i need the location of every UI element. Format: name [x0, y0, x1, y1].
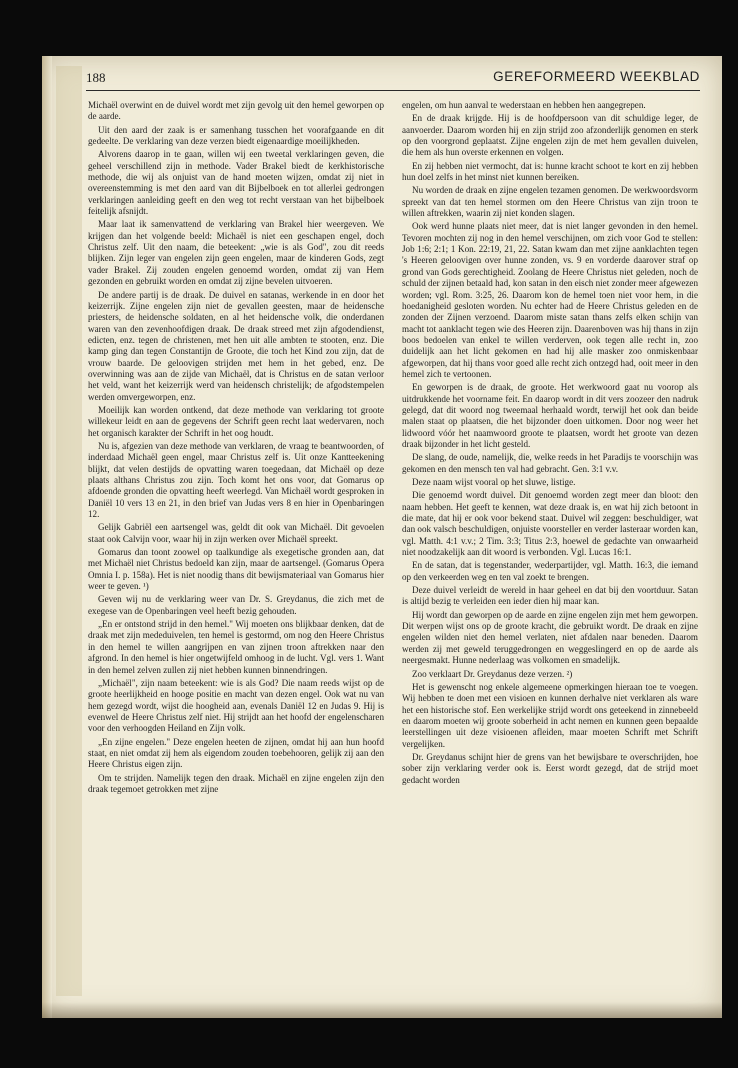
- paragraph: Het is gewenscht nog enkele algemeene opmerkingen hieraan toe te voegen. Wij hebben te doen met een visioen en kunnen derhalve niet verklaren als ware het een historische stof. Een werkelijke strijd wordt ons geteekend in zinnebeeld en daarom moeten wij groote soberheid in acht nemen en kunnen geen bepaalde leerstellingen uit deze visioenen afleiden, maar moeten Schrift met Schrift vergelijken.: [402, 681, 698, 749]
- paragraph: „En zijne engelen." Deze engelen heeten de zijnen, omdat hij aan hun hoofd staat, en niet omdat zij hem als eigendom zouden toebehooren, gelijk zij aan den Heere Christus eigen zijn.: [88, 736, 384, 770]
- paragraph: Nu worden de draak en zijne engelen tezamen genomen. De werkwoordsvorm spreekt van dat ten hemel stormen om den Heere Christus van zijn troon te willen aftrekken, waarin zij niet konden slagen.: [402, 185, 698, 219]
- paragraph: Geven wij nu de verklaring weer van Dr. S. Greydanus, die zich met de exegese van de Openbaringen veel heeft bezig gehouden.: [88, 594, 384, 616]
- paragraph: Gomarus dan toont zoowel op taalkundige als exegetische gronden aan, dat met Michaël niet Christus bedoeld kan zijn, maar de aartsengel. (Gomarus Opera Omnia I. p. 158a). Het is niet noodig thans dit bewijsmateriaal van Gomarus hier weer te geven. ¹): [88, 547, 384, 592]
- paragraph: En de draak krijgde. Hij is de hoofdpersoon van dit schuldige leger, de aanvoerder. Daarom worden hij en zijn strijd zoo afzonderlijk genomen en sterk op den voorgrond geplaatst. Zijne engelen zijn de met hem gevallen duivelen, die hem als hun overste erkennen en volgen.: [402, 113, 698, 158]
- page-number: 188: [86, 70, 106, 85]
- paragraph: Deze duivel verleidt de wereld in haar geheel en dat bij den voortduur. Satan is altijd bezig te verleiden een ieder dien hij maar kan.: [402, 585, 698, 607]
- page-bottom-shadow: [42, 1002, 722, 1018]
- right-column: [402, 100, 698, 1005]
- paragraph: engelen, om hun aanval te wederstaan en hebben hen aangegrepen.: [402, 100, 646, 110]
- paragraph: Om te strijden. Namelijk tegen den draak. Michaël en zijne engelen zijn den draak tegemoet getrokken met zijne: [88, 772, 384, 794]
- paragraph: Moeilijk kan worden ontkend, dat deze methode van verklaring tot groote willekeur leidt en aan de gegevens der Schrift geen recht laat wedervaren, noch het organisch karakter der Schrift in het oog houdt.: [88, 404, 384, 438]
- paragraph: Die genoemd wordt duivel. Dit genoemd worden zegt meer dan bloot: den naam hebben. Het geeft te kennen, wat deze draak is, en wat hij zich betoont in die mate, dat hij er ook voor bekend staat. Duivel wil zeggen: beschuldiger, wat dan ook valsch beschuldigen, onjuiste voorsteller en verder lasteraar worden kan, vgl. Matth. 4:1 v.v.; 2 Tim. 3:3; Titus 2:3, hoewel de gedachte van onwaarheid niet noodzakelijk aan dit woord is verbonden. Vgl. Lucas 16:1.: [402, 490, 698, 558]
- page-edge-shadow: [42, 56, 52, 1018]
- paragraph: Hij wordt dan geworpen op de aarde en zijne engelen zijn met hem geworpen. Dit werpen wijst ons op de groote kracht, die gebruikt wordt. De draak en zijne engelen wilden niet den hemel verlaten, niet afdalen naar beneden. Daarom werden zij met geweld teruggedrongen en weggeslingerd en op de aarde als neergesmakt. Hunne nederlaag was volkomen en smadelijk.: [402, 609, 698, 666]
- paragraph: Deze naam wijst vooral op het sluwe, listige.: [412, 477, 576, 487]
- paragraph: Nu is, afgezien van deze methode van verklaren, de vraag te beantwoorden, of inderdaad Michaël geen engel, maar Christus zelf is. Uit onze Kantteekening blijkt, dat velen destijds de opvatting waren toegedaan, dat Michaël op deze plaats althans Christus zou zijn. Toch komt het ons voor, dat Gomarus op afdoende gronden die opvatting heeft weerlegd. Van Michaël wordt gesproken in Daniël 10 vers 13 en 21, in den brief van Judas vers 8 en hier in Openbaringen 12.: [88, 440, 384, 520]
- binding-tape: [56, 66, 82, 996]
- journal-page: [42, 56, 722, 1018]
- paragraph: Gelijk Gabriël een aartsengel was, geldt dit ook van Michaël. Dit gevoelen staat ook Calvijn voor, waar hij in zijn werken over Michaël spreekt.: [88, 522, 384, 544]
- page-header: [86, 64, 700, 91]
- paragraph: En de satan, dat is tegenstander, wederpartijder, vgl. Matth. 16:3, die iemand op den verkeerden weg en ten val zoekt te brengen.: [402, 560, 698, 582]
- paragraph: Zoo verklaart Dr. Greydanus deze verzen. ²): [412, 668, 573, 679]
- paragraph: Ook werd hunne plaats niet meer, dat is niet langer gevonden in den hemel. Tevoren mochten zij nog in den hemel verschijnen, om zich voor God te stellen: Job 1:6; 2:1; 1 Kon. 22:19, 21, 22. Satan kwam dan met zijne aanklachten tegen 's Heeren geloovigen over hunne zonden, vs. 9 en vorderde daarover straf op grond van Gods gerechtigheid. Zoolang de Heere Christus niet geleden, noch de schuld der zijnen betaald had, kon satan in den eisch niet zonder meer afgewezen worden; vgl. Rom. 3:25, 26. Daarom kon de hemel toen niet voor hem, in die hoedanigheid gesloten worden. Nu echter had de Heere Christus geleden en de zonden der Zijnen verzoend. Daarom miste satan thans zelfs elken schijn van macht tot aanklacht tegen wie des Heeren zijn. Daarenboven was hij thans in zijn boos bedoelen van enkel te willen verderven, ook tegen alle recht in, zoo duidelijk aan het licht gekomen en had hij alle masker zoo onmiskenbaar afgeworpen, dat hij thans voor goed alle recht zich ontzegd had, ooit meer in den hemel zich te vertoonen.: [402, 221, 698, 379]
- paragraph: De slang, de oude, namelijk, die, welke reeds in het Paradijs te voorschijn was gekomen en den mensch ten val had gebracht. Gen. 3:1 v.v.: [402, 452, 698, 474]
- paragraph: Alvorens daarop in te gaan, willen wij een tweetal verklaringen geven, die geheel verschillend zijn in methode. Vader Brakel biedt de kerkhistorische methode, die wij als onjuist van de hand moeten wijzen, omdat zij niet in overeenstemming is met den aard van dit Bijbelboek en tot allerlei gedrongen verklaringen aanleiding geeft en den weg tot recht verstaan van het bijbelboek feitelijk afsnijdt.: [88, 149, 384, 217]
- paragraph: Uit den aard der zaak is er samenhang tusschen het voorafgaande en dit gedeelte. De verklaring van deze verzen biedt eigenaardige moeilijkheden.: [88, 124, 384, 147]
- paragraph: En zij hebben niet vermocht, dat is: hunne kracht schoot te kort en zij hebben hun doel zelfs in het minst niet kunnen bereiken.: [402, 160, 698, 183]
- paragraph: Michaël overwint en de duivel wordt met zijn gevolg uit den hemel geworpen op de aarde.: [88, 100, 384, 122]
- left-column: [88, 100, 384, 1005]
- paragraph: Maar laat ik samenvattend de verklaring van Brakel hier weergeven. We krijgen dan het volgende beeld: Michaël is niet een geschapen engel, doch Christus zelf. Uit den naam, die beteekent: „wie is als God", zou dit reeds blijken. Zijn leger van engelen zijn geen engelen, maar de kinderen Gods, zegt vader Brakel. Zij zouden engelen genoemd worden, omdat zij van Hem gezonden en gebruikt worden en omdat zij zijne bevelen uitvoeren.: [88, 219, 384, 287]
- paragraph: En geworpen is de draak, de groote. Het werkwoord gaat nu voorop als uitdrukkende het voorname feit. En daarop wordt in dit vers zoozeer den nadruk gelegd, dat dit woord nog tweemaal herhaald wordt, terwijl het ook dan beide malen staat op plaatsen, die het bijzonder doen uitkomen. Door nog weer het lidwoord vóór het naamwoord groote te plaatsen, wordt het groote van dezen draak bijzonder in het licht gesteld.: [402, 382, 698, 449]
- paragraph: „Michaël", zijn naam beteekent: wie is als God? Die naam reeds wijst op de groote heerlijkheid en hooge positie en macht van dezen engel. Ook wat nu van hem gezegd wordt, wijst die hoogheid aan, evenals Daniël 12 en Judas 9. Hij is evenwel de Heere Christus zelf niet. Hij strijdt aan het hoofd der engelenscharen voor den verhoogden Heiland en Zijn volk.: [88, 677, 384, 734]
- paragraph: Dr. Greydanus schijnt hier de grens van het bewijsbare te overschrijden, hoe sober zijn verklaring verder ook is. Eerst wordt gezegd, dat de strijd moet gedacht worden: [402, 751, 698, 785]
- paragraph: De andere partij is de draak. De duivel en satanas, werkende in en door het keizerrijk. Zijne engelen zijn niet de gevallen geesten, maar de heidensche priesters, de heidensche soldaten, en al het heidensche volk, die onderdanen waren van den zevenhoofdigen draak. De draak streed met zijn afgodendienst, edicten, enz. tegen de christenen, met hen uit alle ambten te stooten, enz. Die kamp ging dan tegen Constantijn de Groote, die toch het Kind zou zijn, dat de vrouw baarde. De geloovigen strijden met hem in het gebed, enz. De overwinning was aan de zijde van Michaël, dat is Christus en de satan verloor het veld, want het keizerrijk werd van heidensch christelijk; de afgodstempelen werden omvergeworpen, enz.: [88, 289, 384, 402]
- journal-title: GEREFORMEERD WEEKBLAD: [493, 69, 700, 84]
- paragraph: „En er ontstond strijd in den hemel." Wij moeten ons blijkbaar denken, dat de draak met zijn mededuivelen, ten hemel is gestormd, om nog den Heere Christus in den hemel te willen aangrijpen en van zijnen troon aftrekken naar den afgrond. In den hemel is hier ongetwijfeld omhoog in de lucht. Vgl. vers 1. Want in den hemel zelven zullen zij niet hebben kunnen binnendringen.: [88, 619, 384, 675]
